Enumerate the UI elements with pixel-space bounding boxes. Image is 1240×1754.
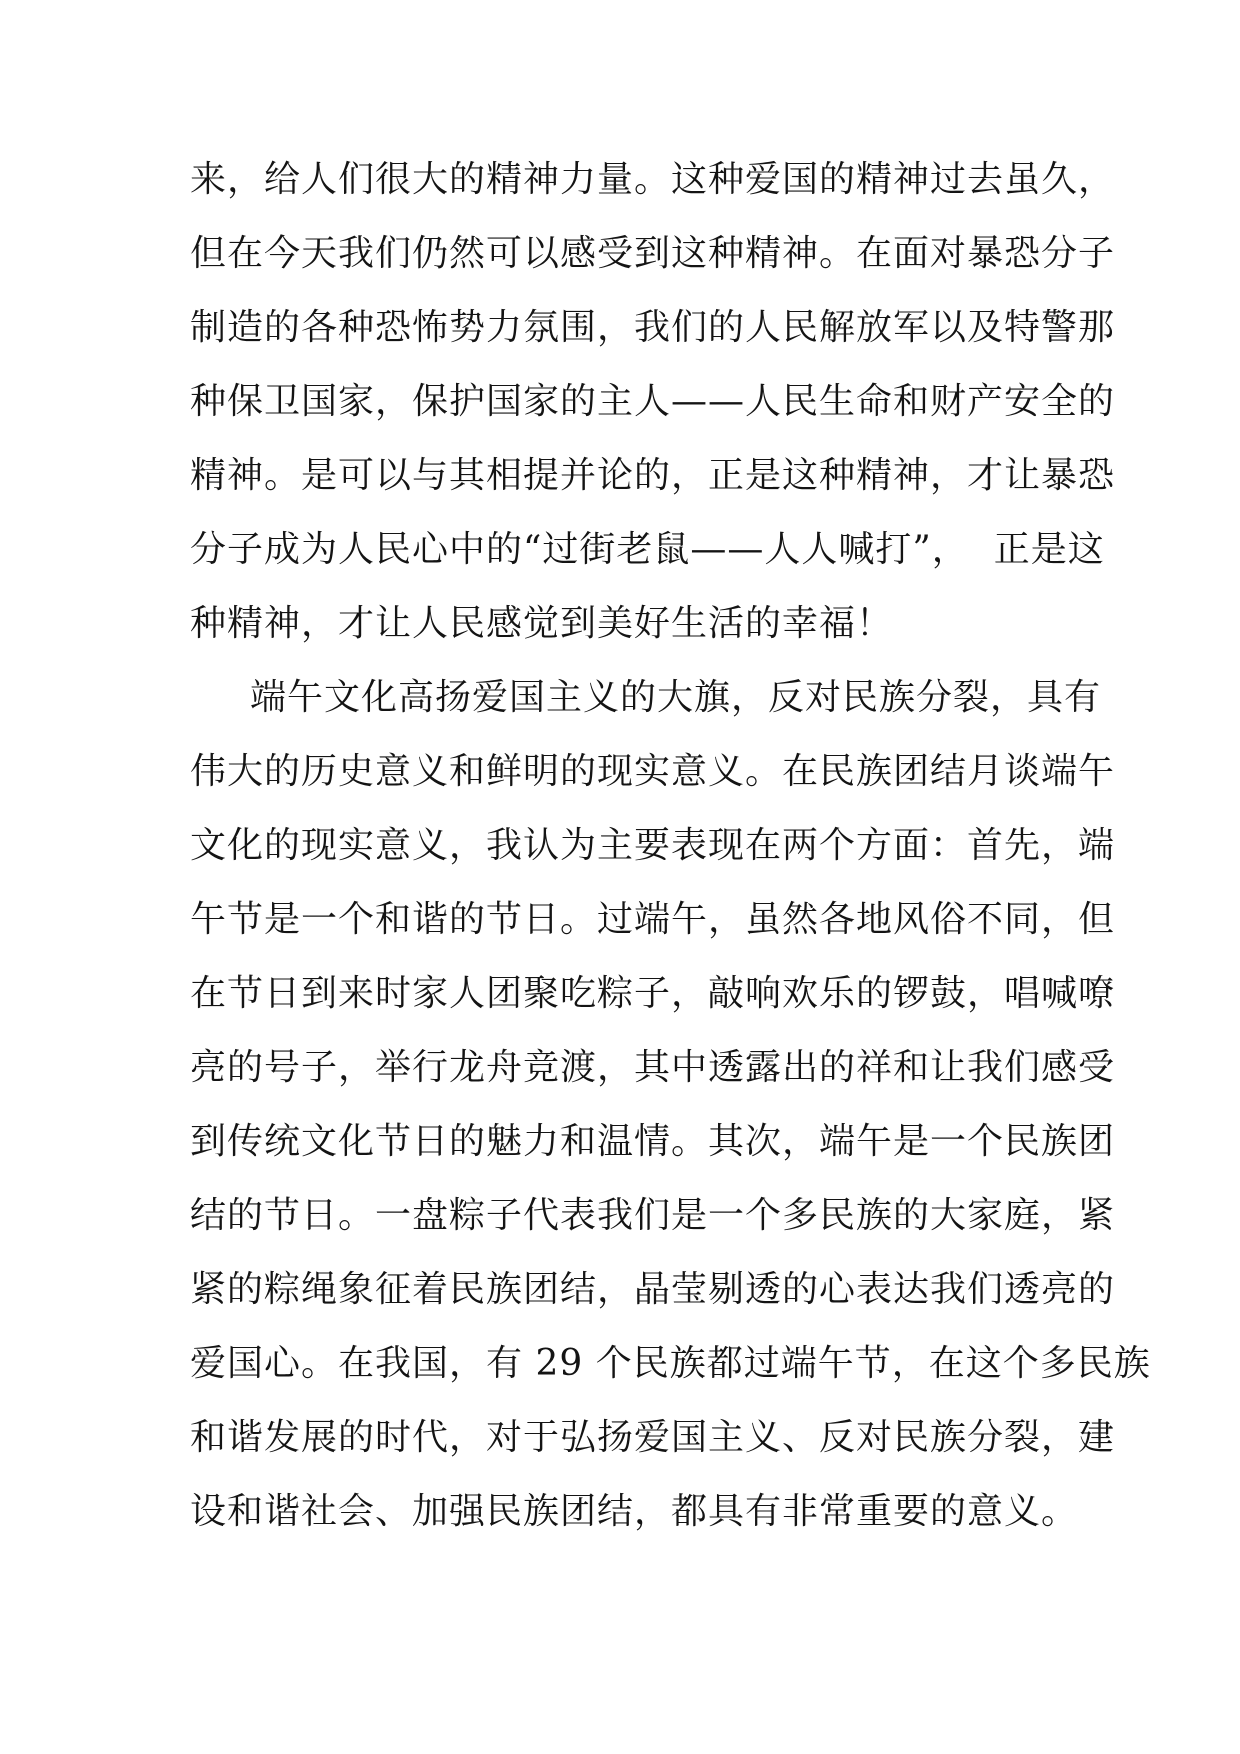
text-line: 到传统文化节日的魅力和温情。其次，端午是一个民族团 bbox=[190, 1121, 1116, 1162]
text-line: 结的节日。一盘粽子代表我们是一个多民族的大家庭，紧 bbox=[190, 1195, 1116, 1236]
text-line: 紧的粽绳象征着民族团结，晶莹剔透的心表达我们透亮的 bbox=[190, 1269, 1116, 1310]
text-line: 文化的现实意义，我认为主要表现在两个方面：首先，端 bbox=[190, 825, 1116, 866]
text-line: 种保卫国家，保护国家的主人——人民生命和财产安全的 bbox=[190, 381, 1116, 422]
text-line: 设和谐社会、加强民族团结，都具有非常重要的意义。 bbox=[190, 1491, 1079, 1532]
text-line: 爱国心。在我国，有 29 个民族都过端午节，在这个多民族 bbox=[190, 1343, 1151, 1384]
text-line: 分子成为人民心中的“过街老鼠——人人喊打”， 正是这 bbox=[190, 529, 1105, 570]
text-line: 制造的各种恐怖势力氛围，我们的人民解放军以及特警那 bbox=[190, 307, 1116, 348]
text-line: 精神。是可以与其相提并论的，正是这种精神，才让暴恐 bbox=[190, 455, 1116, 496]
text-line: 和谐发展的时代，对于弘扬爱国主义、反对民族分裂，建 bbox=[190, 1417, 1116, 1458]
text-line: 伟大的历史意义和鲜明的现实意义。在民族团结月谈端午 bbox=[190, 751, 1116, 792]
text-line: 亮的号子，举行龙舟竞渡，其中透露出的祥和让我们感受 bbox=[190, 1047, 1116, 1088]
text-line: 在节日到来时家人团聚吃粽子，敲响欢乐的锣鼓，唱喊嘹 bbox=[190, 973, 1116, 1014]
paragraph-first-line: 端午文化高扬爱国主义的大旗，反对民族分裂，具有 bbox=[250, 677, 1102, 718]
text-line: 但在今天我们仍然可以感受到这种精神。在面对暴恐分子 bbox=[190, 233, 1116, 274]
text-line: 种精神，才让人民感觉到美好生活的幸福！ bbox=[190, 603, 894, 644]
text-line: 午节是一个和谐的节日。过端午，虽然各地风俗不同，但 bbox=[190, 899, 1116, 940]
text-line: 来，给人们很大的精神力量。这种爱国的精神过去虽久， bbox=[190, 159, 1116, 200]
